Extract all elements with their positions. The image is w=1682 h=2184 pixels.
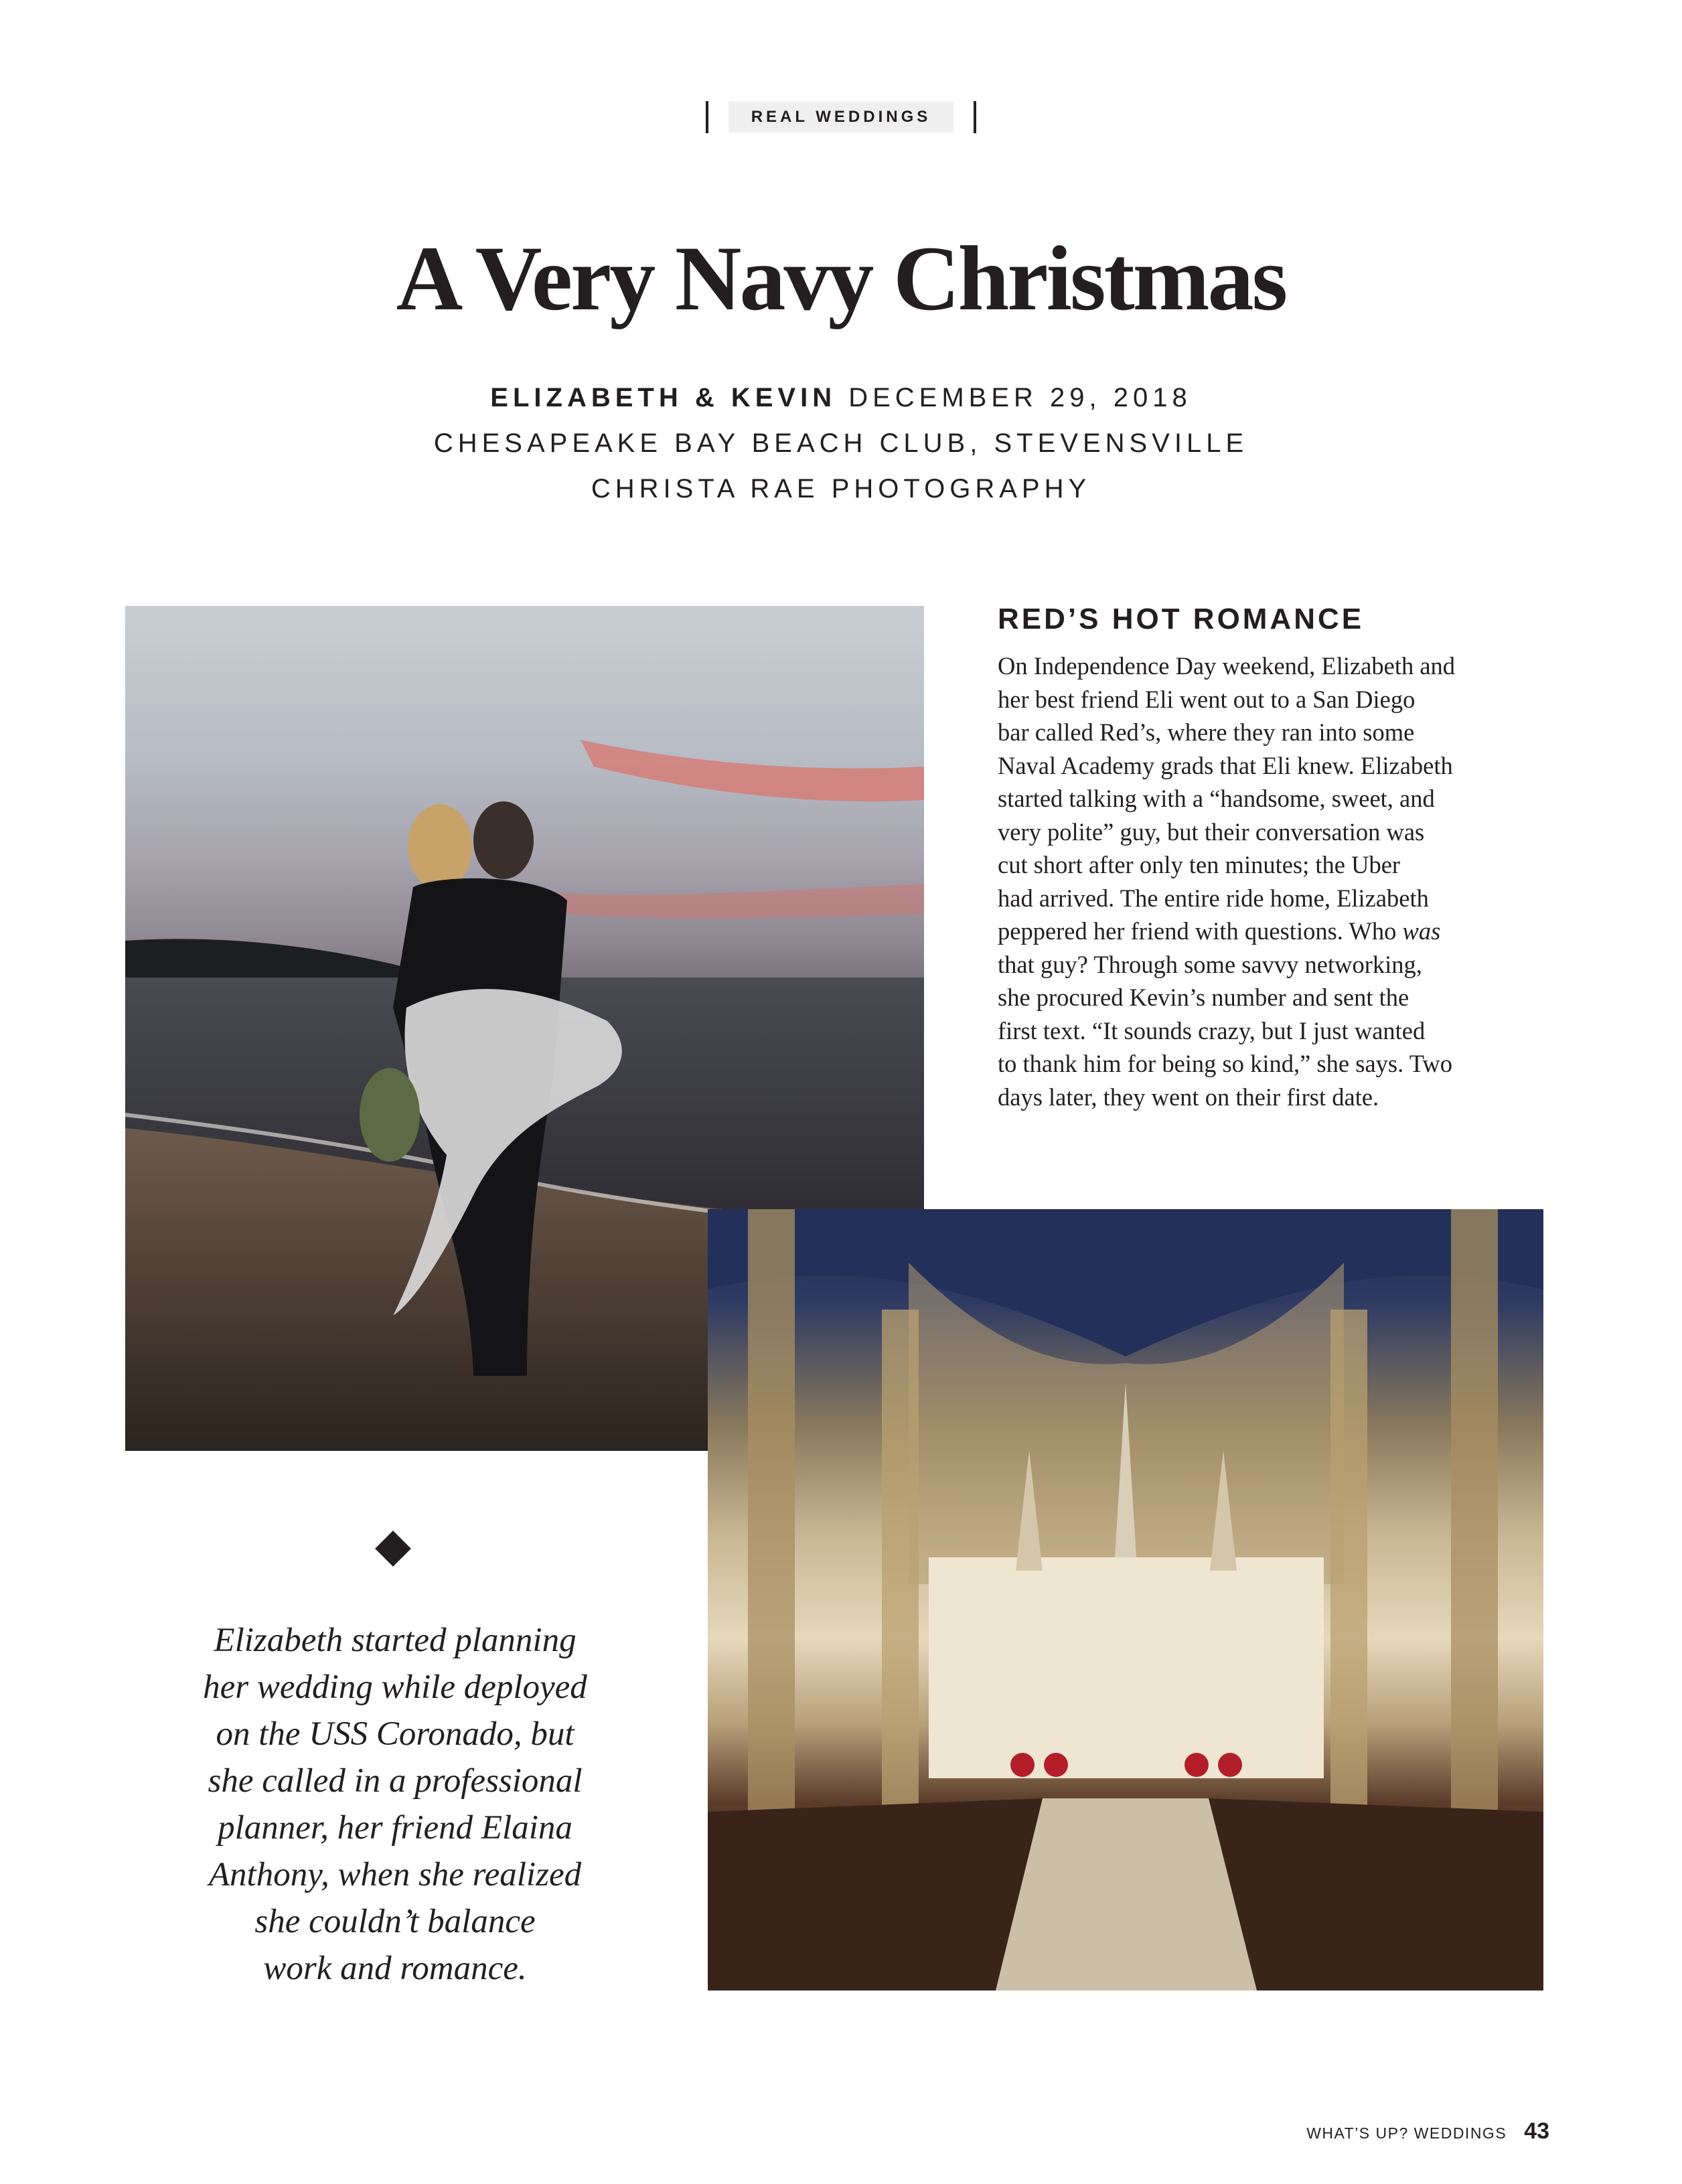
publication-name: WHAT’S UP? WEDDINGS <box>1306 2124 1507 2142</box>
quote-line: Anthony, when she realized <box>208 1856 582 1893</box>
section-tag: REAL WEDDINGS <box>729 102 954 133</box>
body-line: had arrived. The entire ride home, Elizabeth <box>998 884 1429 912</box>
body-line: she procured Kevin’s number and sent the <box>998 984 1409 1011</box>
body-line: days later, they went on their first date. <box>998 1083 1379 1111</box>
body-line: started talking with a “handsome, sweet, and <box>998 785 1435 812</box>
tag-divider-left <box>706 101 708 133</box>
section-heading: RED’S HOT ROMANCE <box>998 603 1365 635</box>
body-line: her best friend Eli went out to a San Diego <box>998 685 1416 713</box>
quote-line: on the USS Coronado, but <box>216 1715 575 1753</box>
section-tag-row <box>0 100 1682 134</box>
quote-line: work and romance. <box>263 1950 527 1987</box>
body-line: very polite” guy, but their conversation was <box>998 817 1425 846</box>
diamond-ornament-icon <box>375 1531 411 1567</box>
body-line: cut short after only ten minutes; the Uber <box>998 851 1401 878</box>
body-line <box>998 915 1533 948</box>
body-line: On Independence Day weekend, Elizabeth and <box>998 652 1456 680</box>
body-line: bar called Red’s, where they ran into some <box>998 718 1415 746</box>
quote-line: her wedding while deployed <box>203 1668 587 1706</box>
church-photo-art <box>708 1209 1543 1991</box>
body-line: first text. “It sounds crazy, but I just wanted <box>998 1016 1426 1044</box>
body-line: that guy? Through some savvy networking, <box>998 950 1422 978</box>
page-footer <box>1306 2118 1549 2144</box>
page-number: 43 <box>1524 2118 1549 2144</box>
body-line: to thank him for being so kind,” she says. Two <box>998 1050 1453 1077</box>
quote-line: she called in a professional <box>208 1762 583 1800</box>
venue: CHESAPEAKE BAY BEACH CLUB, STEVENSVILLE <box>433 428 1249 458</box>
quote-line: planner, her friend Elaina <box>218 1809 572 1847</box>
emphasis-word: was <box>1402 917 1441 945</box>
photographer-credit: CHRISTA RAE PHOTOGRAPHY <box>591 474 1091 503</box>
quote-line: she couldn’t balance <box>254 1903 536 1940</box>
body-line: Naval Academy grads that Eli knew. Elizabeth <box>998 751 1453 779</box>
wedding-date: DECEMBER 29, 2018 <box>848 383 1192 412</box>
meta-couple-date <box>0 384 1682 411</box>
tag-divider-right <box>974 101 976 133</box>
article-title: A Very Navy Christmas <box>396 227 1286 329</box>
couple-names: ELIZABETH & KEVIN <box>490 383 837 412</box>
quote-line: Elizabeth started planning <box>214 1622 577 1659</box>
pull-quote <box>154 1617 636 1992</box>
article-body <box>998 649 1533 1113</box>
body-line-text: peppered her friend with questions. Who <box>998 917 1403 945</box>
church-interior-photo <box>708 1209 1543 1991</box>
